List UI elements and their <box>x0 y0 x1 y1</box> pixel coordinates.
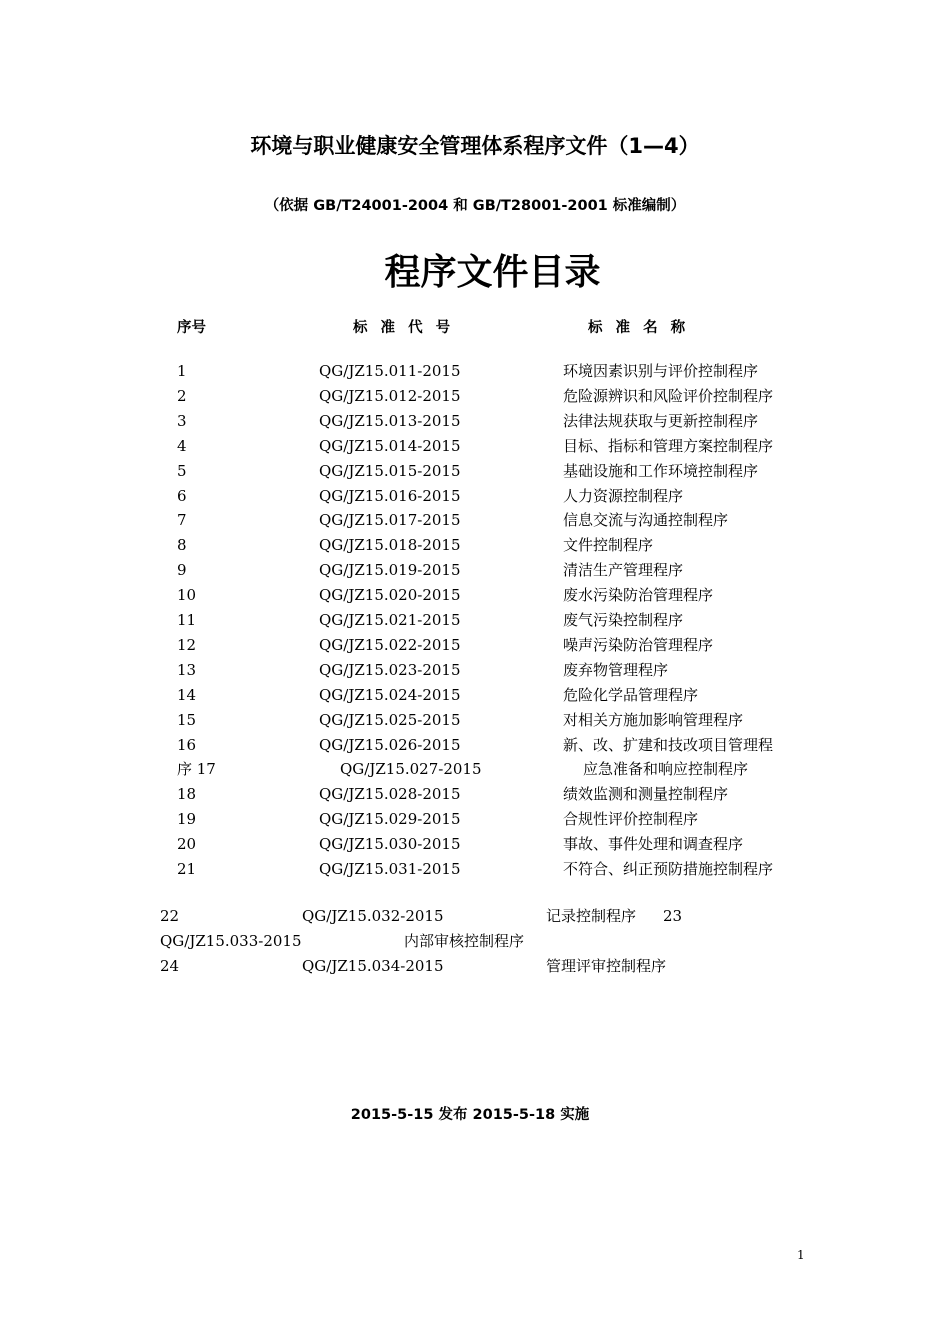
list-item-name: 人力资源控制程序 <box>563 487 684 505</box>
list-item-seq: 16 <box>177 736 197 754</box>
list-item-code: QG/JZ15.029-2015 <box>319 810 461 828</box>
list-item-seq: 22 <box>160 907 180 925</box>
list-item-seq: 14 <box>177 686 197 704</box>
list-item-name: 信息交流与沟通控制程序 <box>563 511 729 529</box>
column-header-name: 标 准 名 称 <box>588 320 690 336</box>
list-item-code: QG/JZ15.013-2015 <box>319 412 461 430</box>
list-item-seq: 4 <box>177 437 187 455</box>
list-item-name: 废弃物管理程序 <box>563 661 669 679</box>
list-item-name: 环境因素识别与评价控制程序 <box>563 362 759 380</box>
list-item-seq: 10 <box>177 586 197 604</box>
list-item-name: 文件控制程序 <box>563 536 654 554</box>
publication-dates: 2015-5-15 发布 2015-5-18 实施 <box>350 1107 590 1123</box>
list-item-code: QG/JZ15.015-2015 <box>319 462 461 480</box>
list-item-seq: 18 <box>177 785 197 803</box>
list-item-name: 应急准备和响应控制程序 <box>583 760 749 778</box>
list-item-code: QG/JZ15.022-2015 <box>319 636 461 654</box>
list-item-name: 对相关方施加影响管理程序 <box>563 711 744 729</box>
list-item-name: 记录控制程序 <box>546 907 637 925</box>
list-item-seq: 23 <box>663 907 683 925</box>
list-item-seq: 3 <box>177 412 187 430</box>
list-item-code: QG/JZ15.033-2015 <box>160 932 302 950</box>
list-item-seq: 1 <box>177 362 187 380</box>
list-item-code: QG/JZ15.023-2015 <box>319 661 461 679</box>
list-item-seq: 2 <box>177 387 187 405</box>
list-item-name: 清洁生产管理程序 <box>563 561 684 579</box>
list-item-code: QG/JZ15.021-2015 <box>319 611 461 629</box>
list-item-name: 噪声污染防治管理程序 <box>563 636 714 654</box>
column-header-code: 标 准 代 号 <box>353 320 455 336</box>
list-item-seq: 21 <box>177 860 197 878</box>
document-subtitle: （依据 GB/T24001-2004 和 GB/T28001-2001 标准编制） <box>264 198 686 214</box>
list-item-seq: 19 <box>177 810 197 828</box>
list-item-seq: 6 <box>177 487 187 505</box>
list-item-seq: 20 <box>177 835 197 853</box>
list-item-seq: 7 <box>177 511 187 529</box>
list-item-code: QG/JZ15.031-2015 <box>319 860 461 878</box>
list-item-name: 绩效监测和测量控制程序 <box>563 785 729 803</box>
list-item-code: QG/JZ15.024-2015 <box>319 686 461 704</box>
list-item-name: 目标、指标和管理方案控制程序 <box>563 437 774 455</box>
list-item-seq: 15 <box>177 711 197 729</box>
list-item-name: 不符合、纠正预防措施控制程序 <box>563 860 774 878</box>
column-header-seq: 序号 <box>177 320 206 336</box>
list-item-code: QG/JZ15.025-2015 <box>319 711 461 729</box>
list-item-name: 危险源辨识和风险评价控制程序 <box>563 387 774 405</box>
list-item-seq: 11 <box>177 611 197 629</box>
list-item-code: QG/JZ15.011-2015 <box>319 362 461 380</box>
list-item-code: QG/JZ15.034-2015 <box>302 957 444 975</box>
list-item-seq: 9 <box>177 561 187 579</box>
list-item-code: QG/JZ15.028-2015 <box>319 785 461 803</box>
list-item-code: QG/JZ15.017-2015 <box>319 511 461 529</box>
list-item-name: 管理评审控制程序 <box>546 957 667 975</box>
list-item-code: QG/JZ15.030-2015 <box>319 835 461 853</box>
list-item-name: 新、改、扩建和技改项目管理程 <box>563 736 774 754</box>
list-item-seq: 8 <box>177 536 187 554</box>
list-item-seq: 序 17 <box>177 760 216 778</box>
document-title: 环境与职业健康安全管理体系程序文件（1—4） <box>250 134 700 158</box>
list-item-name: 危险化学品管理程序 <box>563 686 699 704</box>
list-item-seq: 13 <box>177 661 197 679</box>
list-item-code: QG/JZ15.026-2015 <box>319 736 461 754</box>
list-item-name: 基础设施和工作环境控制程序 <box>563 462 759 480</box>
list-item-code: QG/JZ15.032-2015 <box>302 907 444 925</box>
list-item-name: 事故、事件处理和调查程序 <box>563 835 744 853</box>
page-number: 1 <box>797 1248 805 1262</box>
list-item-code: QG/JZ15.020-2015 <box>319 586 461 604</box>
list-item-name: 内部审核控制程序 <box>404 932 525 950</box>
list-item-name: 废气污染控制程序 <box>563 611 684 629</box>
list-item-code: QG/JZ15.016-2015 <box>319 487 461 505</box>
page-heading: 程序文件目录 <box>384 252 601 293</box>
list-item-code: QG/JZ15.014-2015 <box>319 437 461 455</box>
list-item-code: QG/JZ15.019-2015 <box>319 561 461 579</box>
list-item-code: QG/JZ15.027-2015 <box>340 760 482 778</box>
list-item-name: 法律法规获取与更新控制程序 <box>563 412 759 430</box>
list-item-name: 废水污染防治管理程序 <box>563 586 714 604</box>
list-item-code: QG/JZ15.012-2015 <box>319 387 461 405</box>
list-item-seq: 5 <box>177 462 187 480</box>
list-item-code: QG/JZ15.018-2015 <box>319 536 461 554</box>
list-item-seq: 24 <box>160 957 180 975</box>
list-item-seq: 12 <box>177 636 197 654</box>
list-item-name: 合规性评价控制程序 <box>563 810 699 828</box>
